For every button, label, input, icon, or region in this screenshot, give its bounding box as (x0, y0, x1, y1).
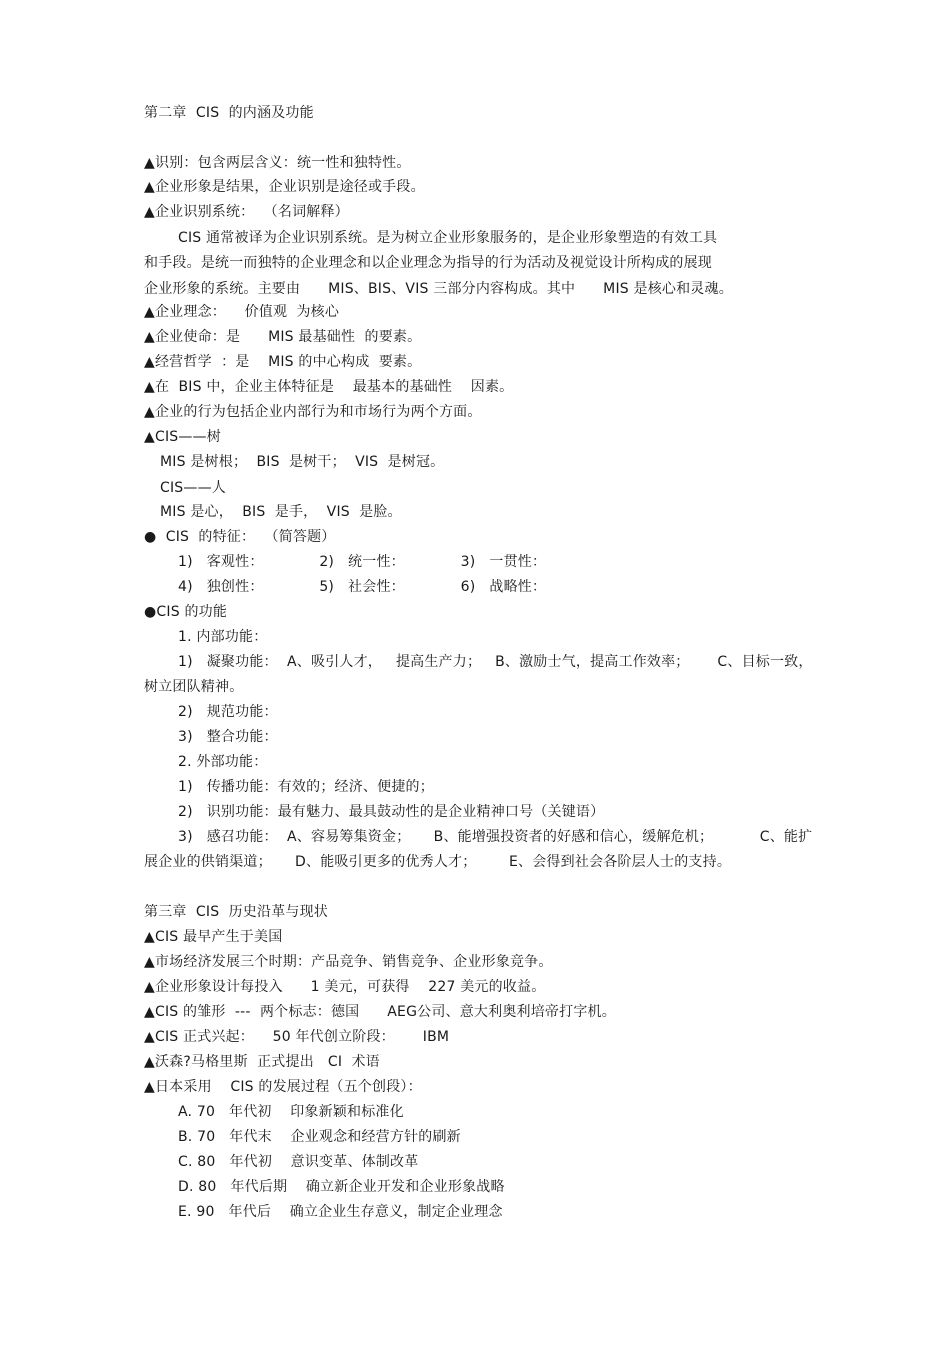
text-line: CIS——人 (160, 480, 226, 496)
text-line: ▲识别：包含两层含义：统一性和独特性。 (144, 155, 411, 171)
text-line: 1. 内部功能： (178, 629, 268, 645)
text-line: ▲沃森?马格里斯 正式提出 CI 术语 (144, 1054, 380, 1070)
text-line: MIS 是树根； BIS 是树干； VIS 是树冠。 (160, 454, 445, 470)
text-line: ▲CIS 最早产生于美国 (144, 929, 283, 945)
text-line: 2) 规范功能： (178, 704, 278, 720)
text-line: 第三章 CIS 历史沿革与现状 (144, 904, 328, 920)
text-line: ▲日本采用 CIS 的发展过程（五个创段）： (144, 1079, 422, 1095)
text-line: 树立团队精神。 (144, 679, 244, 695)
text-line: 2) 识别功能：最有魅力、最具鼓动性的是企业精神口号（关键语） (178, 804, 605, 820)
text-line: ▲企业理念： 价值观 为核心 (144, 304, 340, 320)
text-line: D. 80 年代后期 确立新企业开发和企业形象战略 (178, 1179, 505, 1195)
text-line: ▲在 BIS 中，企业主体特征是 最基本的基础性 因素。 (144, 379, 514, 395)
text-line: 1) 凝聚功能： A、吸引人才， 提高生产力； B、激励士气，提高工作效率； C、目标一致， (178, 654, 813, 670)
text-line: ▲企业形象是结果，企业识别是途径或手段。 (144, 179, 425, 195)
text-line: ▲CIS 的雏形 --- 两个标志：德国 AEG公司、意大利奥利培帝打字机。 (144, 1004, 616, 1020)
text-line: 3) 整合功能： (178, 729, 278, 745)
text-line: B. 70 年代末 企业观念和经营方针的刷新 (178, 1129, 461, 1145)
text-line: ● CIS 的特征： （简答题） (144, 529, 336, 545)
text-line: ▲CIS——树 (144, 429, 221, 445)
text-line: C. 80 年代初 意识变革、体制改革 (178, 1154, 419, 1170)
text-line: 3) 感召功能： A、容易筹集资金； B、能增强投资者的好感和信心，缓解危机； C、能扩 (178, 829, 813, 845)
text-line: ▲CIS 正式兴起： 50 年代创立阶段： IBM (144, 1029, 450, 1045)
text-line: 1) 传播功能：有效的；经济、便捷的； (178, 779, 434, 795)
text-line: ▲经营哲学 ：是 MIS 的中心构成 要素。 (144, 354, 422, 370)
text-line: 企业形象的系统。主要由 MIS、BIS、VIS 三部分内容构成。其中 MIS 是核心和灵魂。 (144, 281, 733, 297)
text-line: 4) 独创性： 5) 社会性： 6) 战略性： (178, 579, 547, 595)
text-line: 1) 客观性： 2) 统一性： 3) 一贯性： (178, 554, 547, 570)
text-line: ▲市场经济发展三个时期：产品竞争、销售竞争、企业形象竞争。 (144, 954, 553, 970)
text-line: ▲企业形象设计每投入 1 美元，可获得 227 美元的收益。 (144, 979, 546, 995)
text-line: 第二章 CIS 的内涵及功能 (144, 105, 314, 121)
text-line: ▲企业的行为包括企业内部行为和市场行为两个方面。 (144, 404, 482, 420)
text-line: 和手段。是统一而独特的企业理念和以企业理念为指导的行为活动及视觉设计所构成的展现 (144, 255, 712, 271)
text-line: E. 90 年代后 确立企业生存意义，制定企业理念 (178, 1204, 503, 1220)
text-line: 2. 外部功能： (178, 754, 268, 770)
text-line: CIS 通常被译为企业识别系统。是为树立企业形象服务的，是企业形象塑造的有效工具 (178, 230, 718, 246)
text-line: 展企业的供销渠道； D、能吸引更多的优秀人才； E、会得到社会各阶层人士的支持。 (144, 854, 732, 870)
text-line: MIS 是心， BIS 是手， VIS 是脸。 (160, 504, 402, 520)
text-line: ▲企业使命：是 MIS 最基础性 的要素。 (144, 329, 422, 345)
text-line: A. 70 年代初 印象新颖和标准化 (178, 1104, 404, 1120)
text-line: ●CIS 的功能 (144, 604, 228, 620)
text-line: ▲企业识别系统： （名词解释） (144, 204, 349, 220)
